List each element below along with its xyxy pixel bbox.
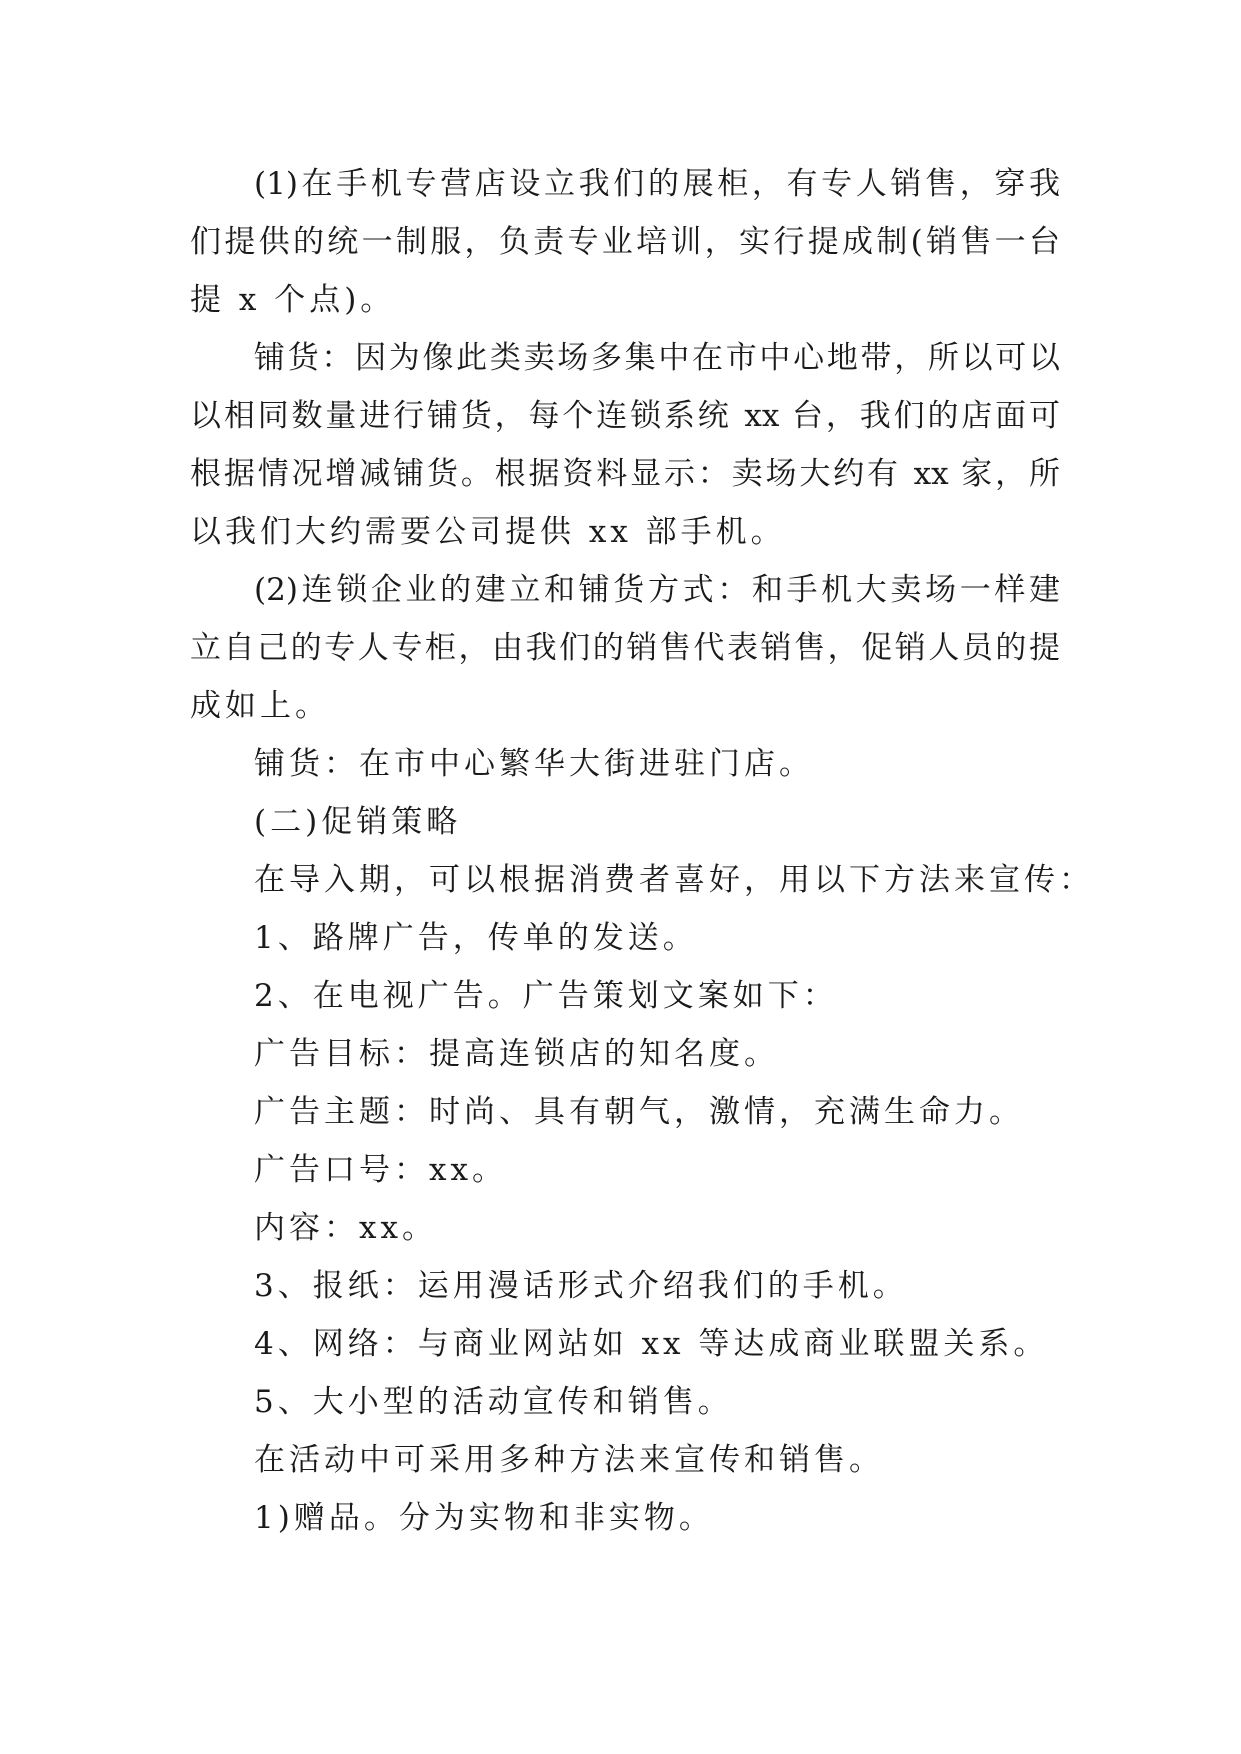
list-item: 2、在电视广告。广告策划文案如下： xyxy=(254,978,838,1014)
paragraph-line: 们提供的统一制服，负责专业培训，实行提成制(销售一台 xyxy=(190,224,1060,260)
paragraph-line: 广告主题：时尚、具有朝气，激情，充满生命力。 xyxy=(254,1094,1024,1130)
paragraph-line: 铺货：因为像此类卖场多集中在市中心地带，所以可以 xyxy=(254,340,1060,376)
paragraph-line: 广告目标：提高连锁店的知名度。 xyxy=(254,1036,779,1072)
list-item: 1、路牌广告，传单的发送。 xyxy=(254,920,698,956)
paragraph-line: 立自己的专人专柜，由我们的销售代表销售，促销人员的提 xyxy=(190,630,1060,666)
section-heading: (二)促销策略 xyxy=(254,804,462,840)
paragraph-line: 提 x 个点)。 xyxy=(190,282,396,318)
paragraph-line: 广告口号：xx。 xyxy=(254,1152,507,1188)
paragraph-line: 以我们大约需要公司提供 xx 部手机。 xyxy=(190,514,786,550)
paragraph-line: 根据情况增减铺货。根据资料显示：卖场大约有 xx 家，所 xyxy=(190,456,1060,492)
paragraph-line: 内容：xx。 xyxy=(254,1210,437,1246)
list-item: 1)赠品。分为实物和非实物。 xyxy=(254,1500,714,1536)
paragraph-line: 在活动中可采用多种方法来宣传和销售。 xyxy=(254,1442,884,1478)
paragraph-line: 成如上。 xyxy=(190,688,330,724)
list-item: 5、大小型的活动宣传和销售。 xyxy=(254,1384,733,1420)
paragraph-line: (1)在手机专营店设立我们的展柜，有专人销售，穿我 xyxy=(254,166,1060,202)
list-item: 3、报纸：运用漫话形式介绍我们的手机。 xyxy=(254,1268,908,1304)
paragraph-line: 在导入期，可以根据消费者喜好，用以下方法来宣传： xyxy=(254,862,1094,898)
list-item: 4、网络：与商业网站如 xx 等达成商业联盟关系。 xyxy=(254,1326,1049,1362)
paragraph-line: 以相同数量进行铺货，每个连锁系统 xx 台，我们的店面可 xyxy=(190,398,1060,434)
paragraph-line: 铺货：在市中心繁华大街进驻门店。 xyxy=(254,746,814,782)
document-body xyxy=(190,155,1094,1547)
paragraph-line: (2)连锁企业的建立和铺货方式：和手机大卖场一样建 xyxy=(254,572,1060,608)
